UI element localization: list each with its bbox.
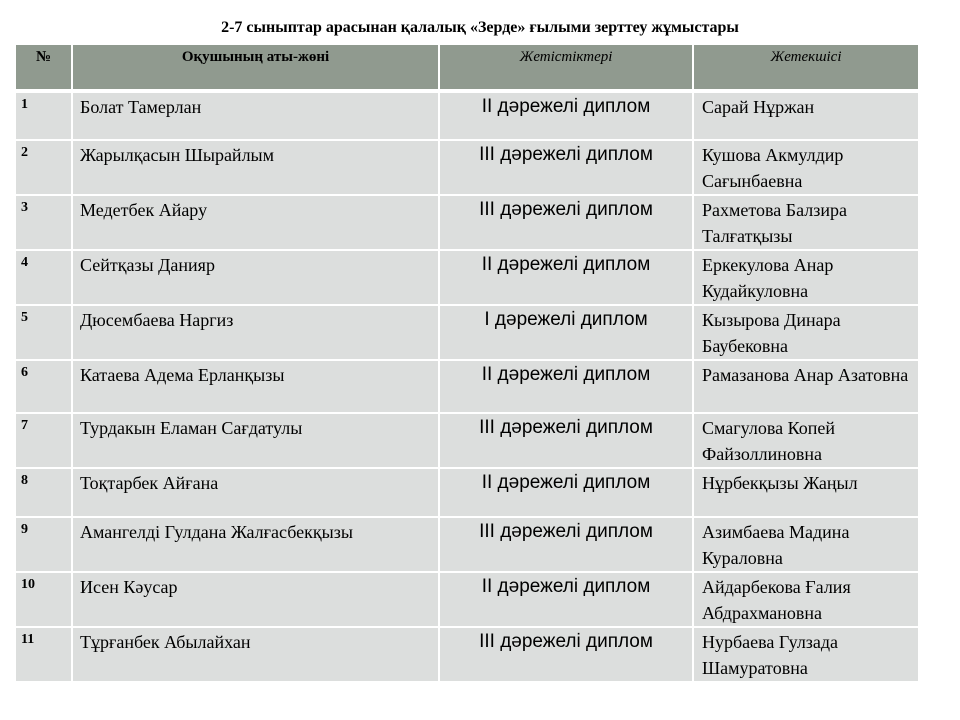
achievement: ІІ дәрежелі диплом: [439, 468, 693, 517]
header-supervisor: Жетекшісі: [693, 44, 919, 91]
row-number: 5: [15, 305, 72, 360]
table-body: [15, 91, 919, 682]
supervisor: Нурбаева Гулзада Шамуратовна: [693, 627, 919, 682]
row-number: 9: [15, 517, 72, 572]
row-number: 3: [15, 195, 72, 250]
supervisor: Еркекулова Анар Кудайкуловна: [693, 250, 919, 305]
table-row: [15, 517, 919, 572]
row-number: 10: [15, 572, 72, 627]
achievement: ІІІ дәрежелі диплом: [439, 413, 693, 468]
student-name: Тұрғанбек Абылайхан: [72, 627, 439, 682]
slide-title: 2-7 сыныптар арасынан қалалық «Зерде» ғылыми зерттеу жұмыстары: [221, 19, 739, 36]
student-name: Болат Тамерлан: [72, 91, 439, 140]
achievement: ІІ дәрежелі диплом: [439, 572, 693, 627]
table-row: [15, 360, 919, 413]
row-number: 2: [15, 140, 72, 195]
student-name: Исен Кәусар: [72, 572, 439, 627]
table-row: [15, 195, 919, 250]
student-name: Жарылқасын Шырайлым: [72, 140, 439, 195]
table-header: [15, 44, 919, 91]
row-number: 11: [15, 627, 72, 682]
supervisor: Нұрбекқызы Жаңыл: [693, 468, 919, 517]
supervisor: Сарай Нұржан: [693, 91, 919, 140]
row-number: 4: [15, 250, 72, 305]
student-name: Медетбек Айару: [72, 195, 439, 250]
student-name: Дюсембаева Наргиз: [72, 305, 439, 360]
table-row: [15, 468, 919, 517]
table-row: [15, 91, 919, 140]
student-name: Тоқтарбек Айғана: [72, 468, 439, 517]
supervisor: Азимбаева Мадина Кураловна: [693, 517, 919, 572]
results-table: [14, 43, 920, 683]
achievement: ІІ дәрежелі диплом: [439, 250, 693, 305]
row-number: 1: [15, 91, 72, 140]
student-name: Турдакын Еламан Сағдатулы: [72, 413, 439, 468]
supervisor: Рахметова Балзира Талғатқызы: [693, 195, 919, 250]
achievement: ІІІ дәрежелі диплом: [439, 627, 693, 682]
achievement: ІІІ дәрежелі диплом: [439, 195, 693, 250]
achievement: ІІ дәрежелі диплом: [439, 91, 693, 140]
header-number: №: [15, 44, 72, 91]
row-number: 6: [15, 360, 72, 413]
table-row: [15, 140, 919, 195]
table-row: [15, 627, 919, 682]
supervisor: Айдарбекова Ғалия Абдрахмановна: [693, 572, 919, 627]
achievement: ІІ дәрежелі диплом: [439, 360, 693, 413]
supervisor: Кушова Акмулдир Сағынбаевна: [693, 140, 919, 195]
supervisor: Рамазанова Анар Азатовна: [693, 360, 919, 413]
achievement: ІІІ дәрежелі диплом: [439, 517, 693, 572]
row-number: 7: [15, 413, 72, 468]
table-row: [15, 250, 919, 305]
header-achievements: Жетістіктері: [439, 44, 693, 91]
student-name: Амангелді Гулдана Жалғасбекқызы: [72, 517, 439, 572]
supervisor: Кызырова Динара Баубековна: [693, 305, 919, 360]
achievement: ІІІ дәрежелі диплом: [439, 140, 693, 195]
header-row: [15, 44, 919, 91]
achievement: І дәрежелі диплом: [439, 305, 693, 360]
student-name: Сейтқазы Данияр: [72, 250, 439, 305]
student-name: Катаева Адема Ерланқызы: [72, 360, 439, 413]
supervisor: Смагулова Копей Файзоллиновна: [693, 413, 919, 468]
table-row: [15, 305, 919, 360]
table-row: [15, 413, 919, 468]
table-row: [15, 572, 919, 627]
row-number: 8: [15, 468, 72, 517]
header-student-name: Оқушының аты-жөні: [72, 44, 439, 91]
